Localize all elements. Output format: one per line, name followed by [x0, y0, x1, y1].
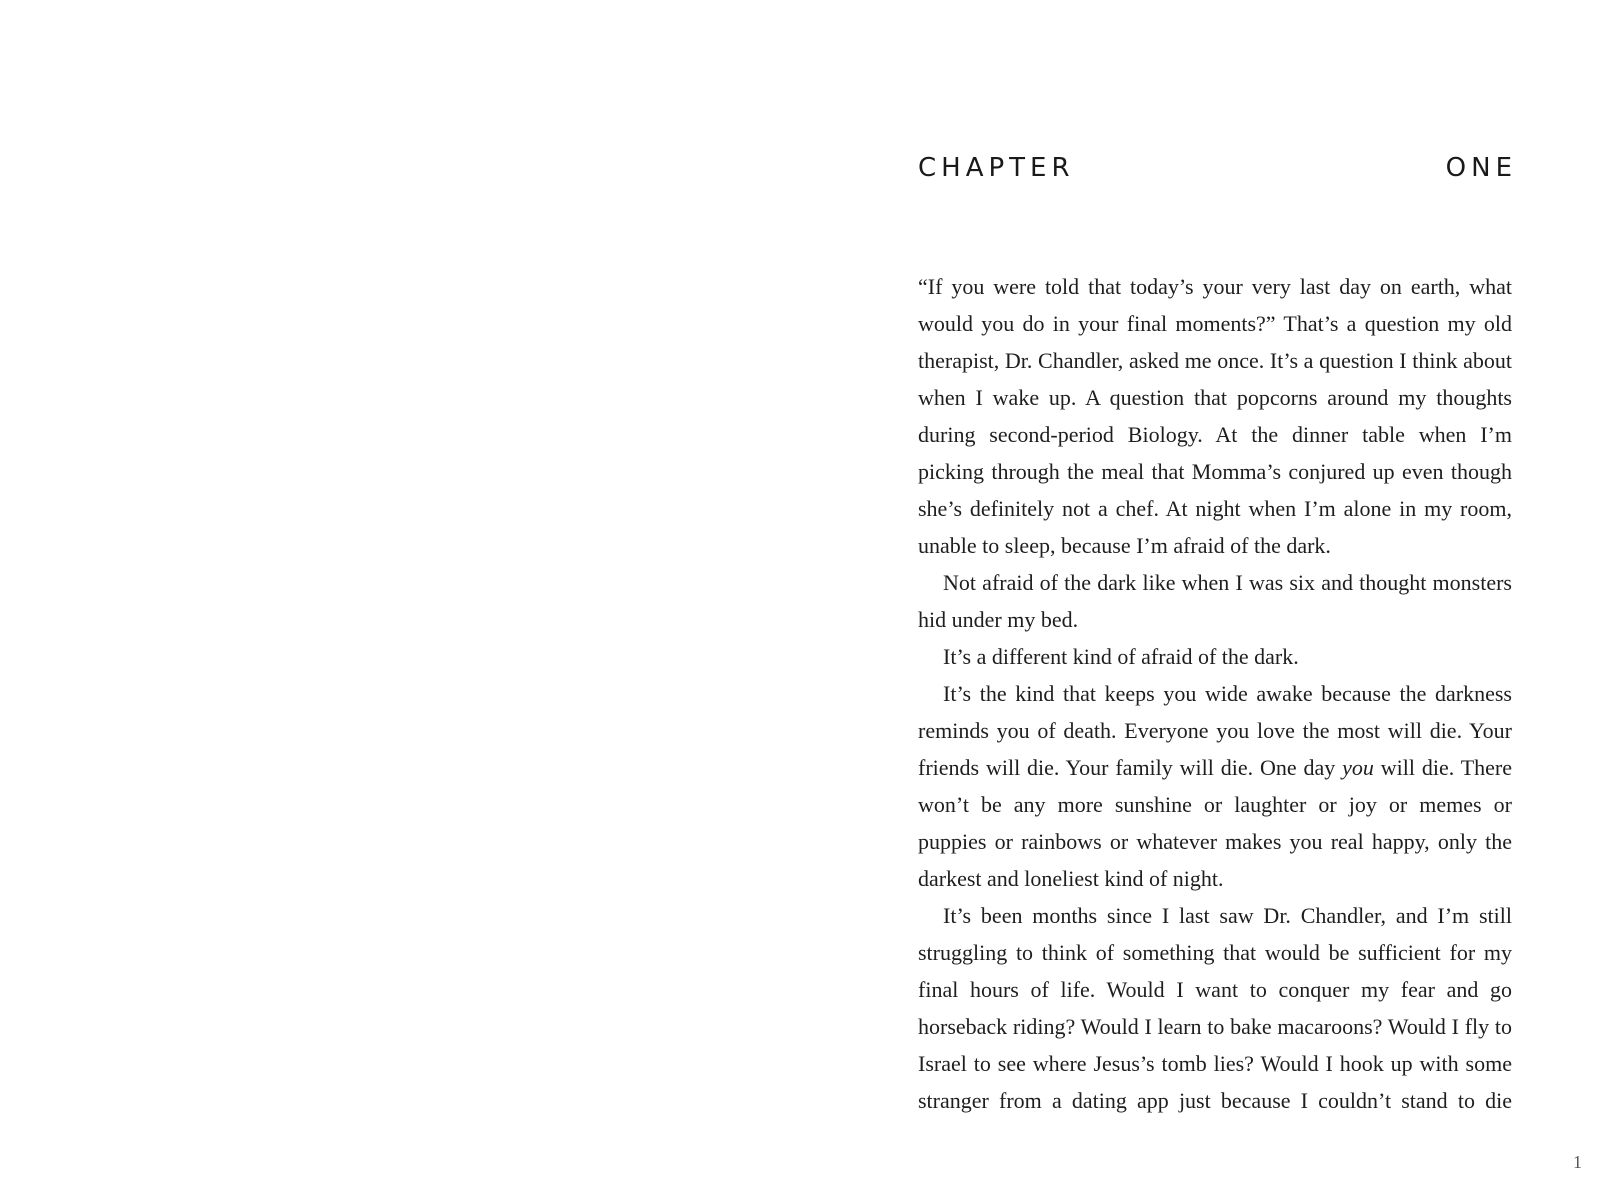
page-number: 1 [1573, 1152, 1582, 1172]
body-text [918, 268, 1512, 1119]
right-page [800, 0, 1600, 1200]
paragraph-4-end: will die. There won’t be any more sunshine or laughter or joy or memes or puppies or rainbows or whatever makes you real happy, only the darkest and loneliest kind of night. [918, 755, 1513, 891]
chapter-number: ONE [1445, 153, 1517, 183]
paragraph-5: It’s been months since I last saw Dr. Chandler, and I’m still struggling to think of something that would be sufficient for my final hours of life. Would I want to conquer my fear and go horseback riding? Would I learn to bake macaroons? Would I fly to Israel to see where Jesus’s tomb lies? Would I hook up with some stranger from a dating app just because I couldn’t stand to die [918, 903, 1512, 1113]
paragraph-3: It’s a different kind of afraid of the dark. [943, 644, 1299, 669]
paragraph-4-emphasis: you [1342, 755, 1374, 780]
paragraph-2: Not afraid of the dark like when I was six and thought monsters hid under my bed. [918, 570, 1512, 632]
chapter-label: CHAPTER [918, 153, 1075, 183]
paragraph-1: “If you were told that today’s your very last day on earth, what would you do in your final moments?” That’s a question my old therapist, Dr. Chandler, asked me once. It’s a question I think about when I wake up. A question that popcorns around my thoughts during second-period Biology. At the dinner table when I’m picking through the meal that Momma’s conjured up even though she’s definitely not a chef. At night when I’m alone in my room, unable to sleep, because I’m afraid of the dark. [918, 274, 1512, 558]
paragraph-4 [918, 675, 1512, 897]
chapter-heading [918, 153, 1517, 183]
paragraph-4-start: It’s the kind that keeps you wide awake because the darkness reminds you of death. Everyone you love the most will die. Your friends will die. Your family will die. One day [918, 681, 1512, 780]
